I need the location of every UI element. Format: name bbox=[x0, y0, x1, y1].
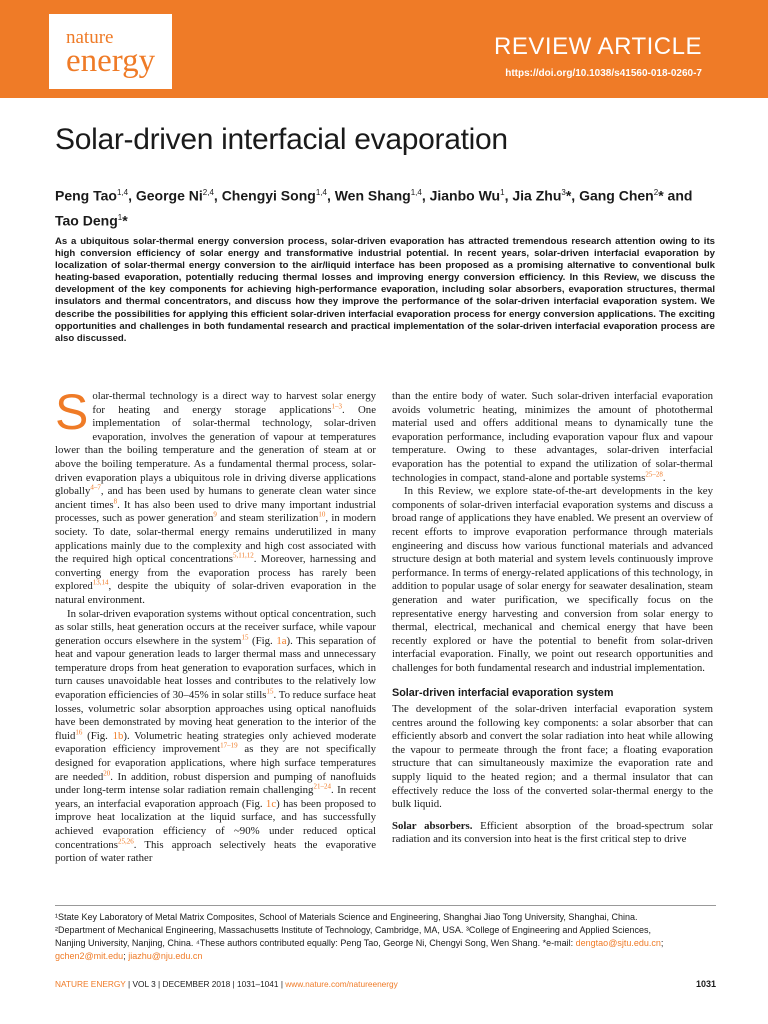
text-run: . It has also been used to drive many important industrial processes, such as power generation bbox=[55, 498, 377, 525]
reference-citation[interactable]: 25,26 bbox=[117, 837, 134, 845]
footer-details: | VOL 3 | DECEMBER 2018 | 1031–1041 | bbox=[125, 979, 286, 989]
text-run: and steam sterilization bbox=[216, 512, 319, 525]
author-separator: , bbox=[128, 187, 136, 204]
author-affiliation: 1 bbox=[500, 188, 505, 197]
text-run: . To reduce surface heat losses, volumetric solar absorption approaches using optical nanofluids have been demonstrated by moving heat generation to the interior of the fluid bbox=[55, 689, 376, 742]
author-separator: , bbox=[213, 187, 222, 204]
reference-citation[interactable]: 10 bbox=[318, 510, 326, 519]
email-link[interactable]: gchen2@mit.edu bbox=[55, 951, 124, 961]
journal-logo[interactable] bbox=[49, 14, 172, 89]
author-name: Peng Tao bbox=[55, 187, 117, 204]
reference-citation[interactable]: 13,14 bbox=[92, 578, 109, 587]
figure-citation[interactable]: 1c bbox=[265, 797, 277, 810]
footnote-line bbox=[55, 937, 716, 950]
author-name: Jianbo Wu bbox=[429, 187, 501, 204]
text-run: , and has been used by humans to generate clean water since ancient times bbox=[55, 485, 376, 511]
page-footer bbox=[55, 979, 716, 989]
intro-paragraph bbox=[55, 384, 377, 608]
reference-citation[interactable]: 17–19 bbox=[220, 741, 238, 750]
footnote-line: ¹State Key Laboratory of Metal Matrix Composites, School of Materials Science and Engineering, Shanghai Jiao Tong University, Shanghai, China. bbox=[55, 912, 638, 922]
text-run: . One implementation of solar-thermal technology, solar-driven evaporation, involves the generation of vapour at temperatures lower than the boiling temperature and the generation of steam at or above the boiling temperature. As a fundamental thermal process, solar-driven evaporation plays a ubiquitous role in driving diverse applications globally bbox=[55, 403, 376, 498]
footnote-line: ²Department of Mechanical Engineering, Massachusetts Institute of Technology, Cambridge, MA, USA. ³College of Engineering and Applied Sciences, bbox=[55, 925, 651, 935]
footnote-line bbox=[55, 950, 716, 963]
runin-heading: Solar absorbers. bbox=[392, 819, 473, 832]
footer-url-link[interactable]: www.nature.com/natureenergy bbox=[285, 979, 398, 989]
reference-citation[interactable]: 9 bbox=[213, 510, 217, 519]
article-type-label: REVIEW ARTICLE bbox=[494, 33, 702, 60]
text-run: . In recent years, an interfacial evaporation approach (Fig. bbox=[55, 784, 376, 810]
intro-text bbox=[55, 384, 377, 606]
author-name: Wen Shang bbox=[334, 187, 411, 204]
reference-citation[interactable]: 15 bbox=[241, 633, 249, 642]
figure-citation[interactable]: 1a bbox=[276, 634, 287, 647]
author-separator: *, bbox=[565, 187, 580, 204]
article-title: Solar-driven interfacial evaporation bbox=[55, 123, 508, 156]
body-paragraph bbox=[392, 820, 713, 847]
doi-link[interactable]: https://doi.org/10.1038/s41560-018-0260-7 bbox=[505, 68, 702, 79]
page-number: 1031 bbox=[695, 979, 716, 989]
author-separator: * bbox=[122, 212, 128, 229]
reference-citation[interactable]: 5,11,12 bbox=[232, 551, 254, 560]
header-bar bbox=[0, 0, 768, 98]
author-affiliation: 1,4 bbox=[315, 188, 327, 197]
author-separator: * bbox=[658, 187, 668, 204]
footer-journal-name: NATURE ENERGY bbox=[55, 979, 126, 989]
author-affiliation: 3 bbox=[561, 188, 566, 197]
text-run: than the entire body of water. Such solar-driven interfacial evaporation avoids volumetric heating, minimizes the amount of photothermal material used and offers additional means to dynamically tune the evaporation performance, including evaporation vapour flux and vapour temperature. Owing to these advantages, solar-driven interfacial evaporation has the potential to expand the utilization of solar-thermal technologies in compact, stand-alone and portable systems bbox=[392, 390, 713, 484]
reference-citation[interactable]: 8 bbox=[113, 497, 118, 506]
footnote-divider bbox=[55, 905, 716, 906]
body-column-left bbox=[55, 384, 377, 866]
author-list bbox=[55, 182, 715, 231]
text-run: . Moreover, harnessing and converting energy from the evaporation process has rarely been explored bbox=[55, 553, 376, 593]
text-run: (Fig. bbox=[248, 634, 277, 647]
author-separator: , bbox=[504, 187, 513, 204]
affiliation-footnotes bbox=[55, 911, 716, 963]
author-separator: , bbox=[421, 187, 430, 204]
text-run: ). Volumetric heating strategies only achieved moderate evaporation efficiency improvement bbox=[55, 729, 376, 756]
abstract: As a ubiquitous solar-thermal energy conversion process, solar-driven evaporation has attracted tremendous research attention owing to its high conversion efficiency of solar energy and transformative industrial potential. In recent years, solar-driven interfacial evaporation by localization of solar-thermal energy conversion to the air/liquid interface has been proposed as a promising alternative to conventional bulk heating-based evaporation, potentially reducing thermal losses and improving energy conversion efficiency. In this Review, we discuss the development of the key components for achieving high-performance evaporation, including solar absorbers, evaporation structures, thermal insulators and thermal concentrators, and discuss how they improve the performance of the solar-driven interfacial evaporation system. We describe the possibilities for applying this efficient solar-driven interfacial evaporation process for energy conversion applications. The exciting opportunities and challenges in both fundamental research and practical implementation of the solar-driven interfacial evaporation process are also discussed. bbox=[55, 236, 715, 344]
author-affiliation: 1 bbox=[117, 212, 123, 222]
reference-citation[interactable]: 1–3 bbox=[331, 402, 342, 410]
text-run: , despite the ubiquity of solar-driven evaporation in the natural environment. bbox=[55, 580, 376, 606]
author-name: George Ni bbox=[135, 187, 203, 204]
text-run: . bbox=[662, 471, 666, 484]
text-run: . In addition, robust dispersion and pumping of nanofluids under long-term intense solar radiation remain challenging bbox=[55, 770, 376, 797]
author-affiliation: 1,4 bbox=[116, 188, 129, 197]
logo-energy-text: energy bbox=[66, 43, 156, 79]
text-run: . This approach selectively heats the evaporative portion of water rather bbox=[55, 838, 376, 865]
footnote-punct: ; bbox=[123, 951, 129, 961]
reference-citation[interactable]: 15 bbox=[266, 687, 274, 696]
text-run: , in modern society. To date, solar-thermal energy remains underutilized in many applications mainly due to the complexity and high cost associated with the required high optical concentrations bbox=[55, 512, 377, 566]
reference-citation[interactable]: 21–24 bbox=[313, 782, 331, 791]
email-link[interactable]: dengtao@sjtu.edu.cn bbox=[575, 938, 661, 948]
author-name: Chengyi Song bbox=[221, 187, 316, 204]
reference-citation[interactable]: 25–28 bbox=[645, 469, 663, 478]
footnote-punct: ; bbox=[660, 938, 664, 948]
author-affiliation: 2 bbox=[653, 188, 659, 197]
reference-citation[interactable]: 4–7 bbox=[90, 483, 101, 492]
paragraph-gap bbox=[392, 812, 713, 820]
figure-citation[interactable]: 1b bbox=[112, 729, 124, 742]
author-separator: , bbox=[326, 187, 335, 204]
reference-citation[interactable]: 16 bbox=[75, 728, 83, 737]
runin-text: Efficient absorption of the broad-spectrum solar radiation and its conversion into heat is the first critical step to drive bbox=[392, 819, 713, 846]
body-paragraph: The development of the solar-driven interfacial evaporation system centres around the following key components: a solar absorber that can efficiently absorb and convert the solar radiation into heat while allowing the vapour to permeate through the front face; a floating evaporation structure that can simultaneously maximize the evaporation rate and supply liquid to the heated region; and a thermal insulator that can effectively reduce the loss of the converted solar-thermal energy to the bulk liquid. bbox=[392, 703, 713, 811]
author-affiliation: 2,4 bbox=[202, 188, 214, 197]
section-heading: Solar-driven interfacial evaporation system bbox=[392, 687, 614, 700]
logo-nature-text: nature bbox=[66, 27, 114, 48]
text-run: ). This separation of heat and vapour generation leads to larger thermal mass and unnecessary temperature drops from heat generation to evaporation surfaces, which in turn causes unavoidable heat losses and contributes to the relatively low evaporation efficiencies of 30–45% in solar stills bbox=[55, 634, 376, 702]
body-paragraph bbox=[55, 608, 376, 866]
author-name: Jia Zhu bbox=[512, 187, 562, 204]
text-run: (Fig. bbox=[82, 729, 113, 742]
reference-citation[interactable]: 20 bbox=[103, 769, 111, 778]
body-column-right bbox=[392, 390, 713, 847]
footnote-text: Nanjing University, Nanjing, China. ⁴These authors contributed equally: Peng Tao, George Ni, Chengyi Song, Wen Shang. *e-mail: bbox=[55, 938, 576, 948]
author-affiliation: 1,4 bbox=[410, 188, 422, 197]
email-link[interactable]: jiazhu@nju.edu.cn bbox=[128, 951, 203, 961]
body-paragraph bbox=[392, 390, 713, 485]
author-name: and Tao Deng bbox=[55, 187, 693, 229]
author-name: Gang Chen bbox=[579, 187, 654, 204]
text-run: In solar-driven evaporation systems without optical concentration, such as solar stills, heat generation occurs at the receiver surface, while vapour generation occurs elsewhere in the system bbox=[55, 607, 376, 647]
body-paragraph: In this Review, we explore state-of-the-art developments in the key components of solar-driven interfacial evaporation systems and discuss a broad range of applications they have enabled. We present an overview of recent efforts to improve evaporation performance through materials engineering and discuss how various functional materials and advanced structure design at both material and system levels continuously improve performance. In terms of energy-related applications of this technology, in addition to popular usage of solar energy for seawater desalination, steam generation and water purification, we specifically focus on the representative energy harvesting and conversion from solar energy to thermal, electrical, mechanical and chemical energy that have been recently explored or have the potential to benefit from solar-driven interfacial evaporation. Finally, we point out research opportunities and challenges for both fundamental research and industrial implementation. bbox=[392, 485, 713, 674]
text-run: ) has been proposed to improve heat localization at the liquid surface, and has successfully achieved evaporation efficiency of ~90% under reduced optical concentrations bbox=[55, 797, 376, 851]
drop-cap: S bbox=[55, 384, 89, 440]
text-run: as they are not specifically designed for evaporation applications, where high surface temperatures are needed bbox=[55, 743, 376, 783]
text-run: olar-thermal technology is a direct way to harvest solar energy for heating and energy storage applications bbox=[92, 390, 376, 416]
